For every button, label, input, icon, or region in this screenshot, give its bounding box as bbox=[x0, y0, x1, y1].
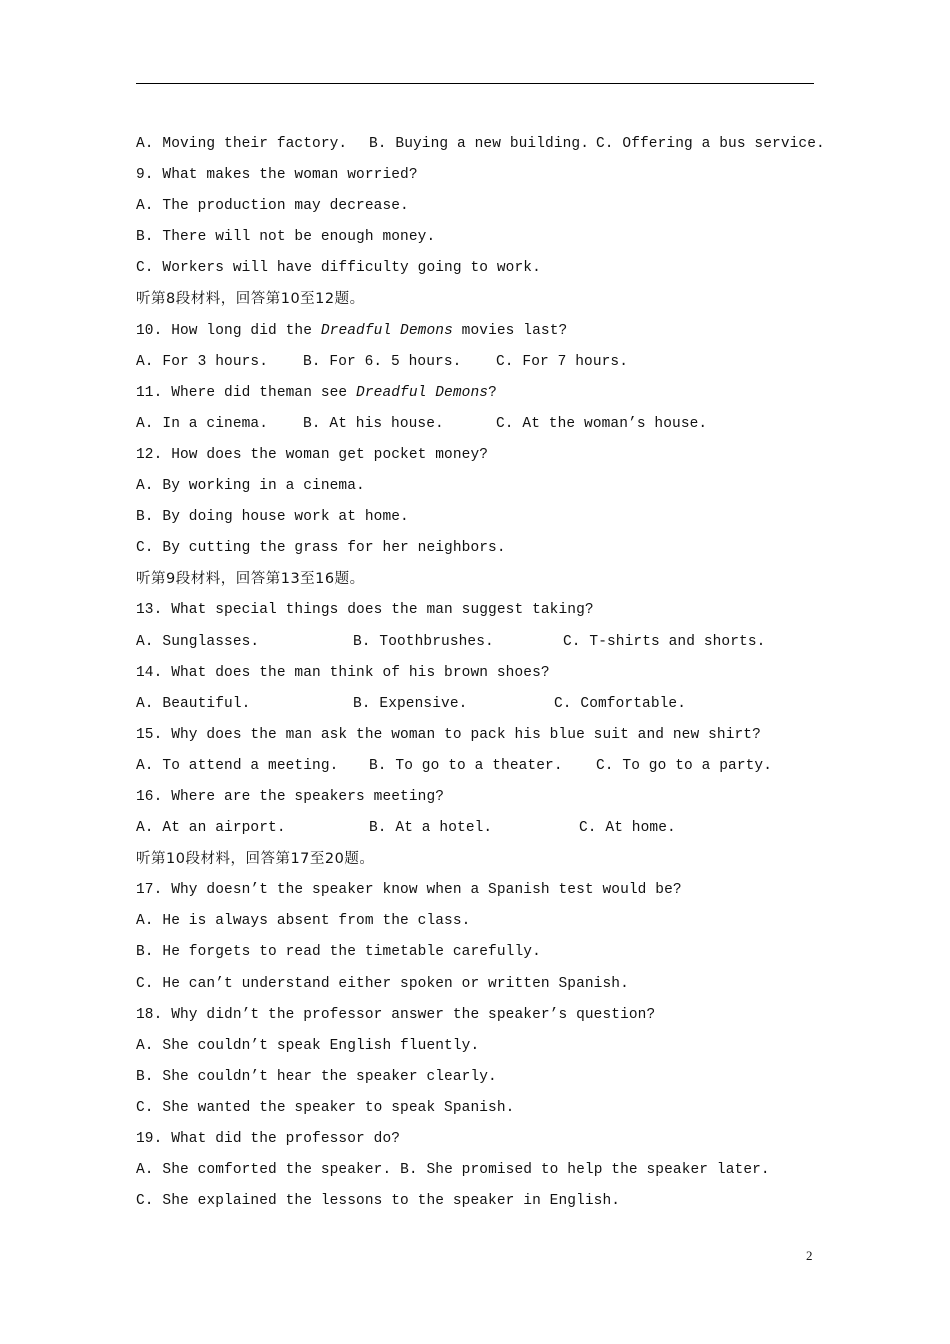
q18-stem: 18. Why didn’t the professor answer the speaker’s question? bbox=[136, 1006, 656, 1023]
q18-option-c: C. She wanted the speaker to speak Spanish. bbox=[136, 1099, 515, 1116]
q14-option-c: C. Comfortable. bbox=[554, 695, 687, 712]
q12-option-a: A. By working in a cinema. bbox=[136, 478, 365, 495]
q11-option-b: B. At his house. bbox=[303, 415, 444, 432]
q16-option-b: B. At a hotel. bbox=[369, 820, 493, 837]
q10-option-a: A. For 3 hours. bbox=[136, 353, 269, 370]
section-9-heading: 听第9段材料，回答第13至16题。 bbox=[136, 571, 365, 588]
q13-option-a: A. Sunglasses. bbox=[136, 633, 260, 650]
q10-stem bbox=[136, 317, 826, 348]
page-number: 2 bbox=[806, 1248, 813, 1263]
q8-option-c: C. Offering a bus service. bbox=[596, 136, 825, 152]
q9-option-b: B. There will not be enough money. bbox=[136, 229, 436, 246]
q15-options bbox=[136, 752, 826, 783]
q8-option-a: A. Moving their factory. bbox=[136, 136, 348, 152]
q14-option-a: A. Beautiful. bbox=[136, 695, 251, 712]
q9-option-a: A. The production may decrease. bbox=[136, 198, 409, 215]
q19-options-ab bbox=[136, 1156, 826, 1187]
q11-options bbox=[136, 410, 826, 441]
q19-option-c: C. She explained the lessons to the speaker in English. bbox=[136, 1193, 621, 1210]
section-8-heading: 听第8段材料，回答第10至12题。 bbox=[136, 291, 365, 308]
q17-option-a: A. He is always absent from the class. bbox=[136, 913, 471, 930]
q10-option-c: C. For 7 hours. bbox=[496, 353, 629, 370]
q10-stem-post: movies last? bbox=[452, 322, 568, 339]
q8-option-b: B. Buying a new building. bbox=[369, 136, 590, 152]
q15-option-c: C. To go to a party. bbox=[596, 757, 773, 774]
q18-option-b: B. She couldn’t hear the speaker clearly. bbox=[136, 1068, 497, 1085]
q18-option-a: A. She couldn’t speak English fluently. bbox=[136, 1037, 480, 1054]
q13-options bbox=[136, 628, 826, 659]
q10-stem-pre: 10. How long did the bbox=[136, 322, 321, 339]
q15-option-a: A. To attend a meeting. bbox=[136, 757, 339, 774]
q19-option-b: B. She promised to help the speaker later. bbox=[400, 1162, 770, 1179]
header-rule bbox=[136, 83, 814, 84]
q16-stem: 16. Where are the speakers meeting? bbox=[136, 788, 445, 805]
q13-option-b: B. Toothbrushes. bbox=[353, 633, 494, 650]
q16-option-a: A. At an airport. bbox=[136, 820, 286, 837]
q12-stem: 12. How does the woman get pocket money? bbox=[136, 446, 489, 463]
q19-option-a: A. She comforted the speaker. bbox=[136, 1162, 392, 1179]
q16-options bbox=[136, 814, 826, 845]
q11-stem-pre: 11. Where did theman see bbox=[136, 384, 357, 401]
q17-option-c: C. He can’t understand either spoken or written Spanish. bbox=[136, 975, 629, 992]
q15-option-b: B. To go to a theater. bbox=[369, 757, 563, 774]
q9-option-c: C. Workers will have difficulty going to work. bbox=[136, 260, 541, 277]
q12-option-c: C. By cutting the grass for her neighbors. bbox=[136, 540, 506, 557]
q10-option-b: B. For 6. 5 hours. bbox=[303, 353, 462, 370]
q12-option-b: B. By doing house work at home. bbox=[136, 509, 409, 526]
q8-options bbox=[136, 130, 826, 161]
question-list bbox=[136, 130, 826, 1218]
q15-stem: 15. Why does the man ask the woman to pack his blue suit and new shirt? bbox=[136, 726, 761, 743]
q9-stem: 9. What makes the woman worried? bbox=[136, 167, 418, 184]
q13-stem: 13. What special things does the man suggest taking? bbox=[136, 602, 594, 619]
q10-options bbox=[136, 348, 826, 379]
q14-stem: 14. What does the man think of his brown shoes? bbox=[136, 664, 550, 681]
q16-option-c: C. At home. bbox=[579, 820, 676, 837]
q11-stem-post: ? bbox=[488, 384, 497, 401]
q14-option-b: B. Expensive. bbox=[353, 695, 468, 712]
q17-option-b: B. He forgets to read the timetable carefully. bbox=[136, 944, 541, 961]
q11-option-a: A. In a cinema. bbox=[136, 415, 269, 432]
q10-movie-title: Dreadful Demons bbox=[320, 322, 453, 339]
section-10-heading: 听第10段材料，回答第17至20题。 bbox=[136, 851, 375, 868]
q17-stem: 17. Why doesn’t the speaker know when a Spanish test would be? bbox=[136, 882, 682, 899]
q11-stem bbox=[136, 379, 826, 410]
q13-option-c: C. T-shirts and shorts. bbox=[563, 633, 766, 650]
q19-stem: 19. What did the professor do? bbox=[136, 1131, 401, 1147]
q14-options bbox=[136, 690, 826, 721]
q11-movie-title: Dreadful Demons bbox=[356, 384, 489, 401]
q11-option-c: C. At the woman’s house. bbox=[496, 415, 708, 432]
